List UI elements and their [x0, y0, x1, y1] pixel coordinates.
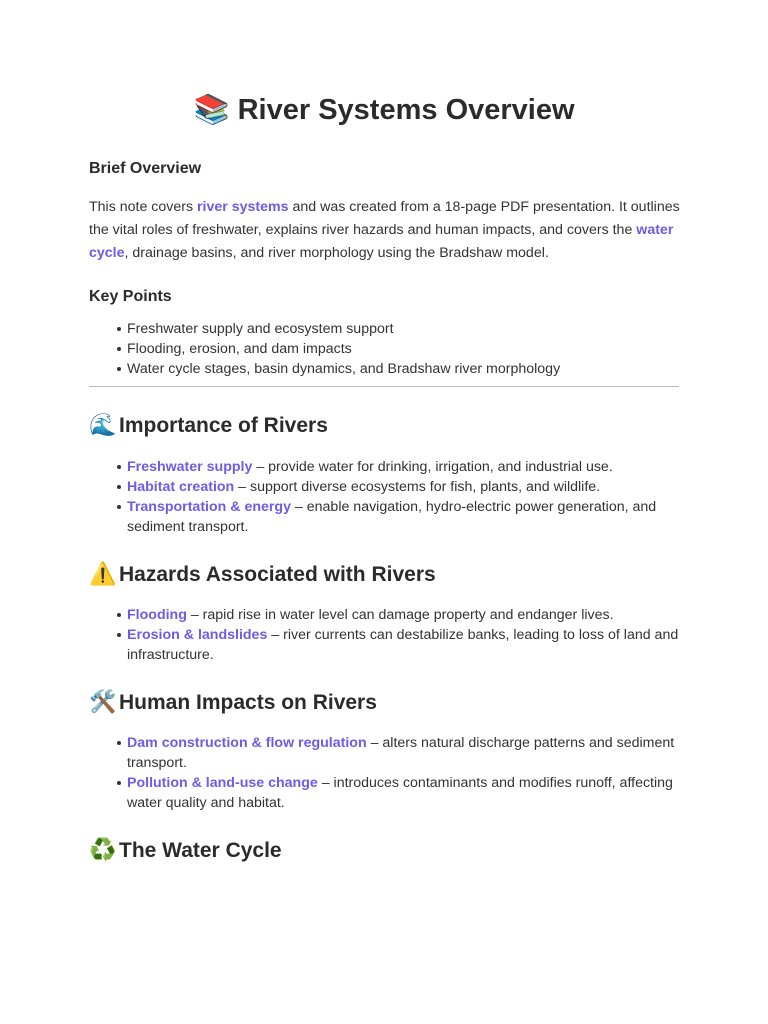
freshwater-supply-link[interactable]: Freshwater supply [127, 459, 253, 475]
key-points-heading: Key Points [89, 288, 172, 305]
list-item [127, 457, 687, 477]
tools-icon: 🛠️ [89, 690, 117, 715]
section-heading-text: Importance of Rivers [119, 414, 328, 437]
section-divider [89, 386, 679, 387]
list-item-text: – introduces contaminants and modifies runoff, affecting water quality and habitat. [127, 775, 673, 811]
section-heading-text: Hazards Associated with Rivers [119, 563, 436, 586]
list-item-text: – river currents can destabilize banks, leading to loss of land and infrastructure. [127, 627, 679, 663]
warning-icon: ⚠️ [89, 562, 117, 587]
flooding-link[interactable]: Flooding [127, 607, 187, 623]
books-icon: 📚 [193, 92, 230, 126]
list-item [127, 773, 687, 813]
water-cycle-link[interactable]: water cycle [89, 222, 674, 261]
list-item [127, 625, 687, 665]
human-impacts-list [89, 733, 687, 813]
list-item [127, 733, 687, 773]
recycle-icon: ♻️ [89, 838, 117, 863]
list-item [127, 477, 687, 497]
list-item: Freshwater supply and ecosystem support [127, 319, 687, 339]
list-item-text: – support diverse ecosystems for fish, plants, and wildlife. [234, 479, 601, 495]
water-cycle-heading [89, 838, 282, 863]
list-item-text: – alters natural discharge patterns and sediment transport. [127, 735, 675, 771]
list-item [127, 605, 687, 625]
importance-list [89, 457, 687, 537]
page-title-text: River Systems Overview [237, 94, 575, 126]
brief-overview-paragraph [89, 196, 684, 265]
overview-text: This note covers [89, 199, 198, 215]
list-item-text: – enable navigation, hydro-electric power generation, and sediment transport. [127, 499, 657, 535]
key-points-list [89, 319, 687, 379]
hazards-list [89, 605, 687, 665]
overview-text: , drainage basins, and river morphology using the Bradshaw model. [124, 245, 549, 261]
transportation-energy-link[interactable]: Transportation & energy [127, 499, 291, 515]
erosion-landslides-link[interactable]: Erosion & landslides [127, 627, 268, 643]
habitat-creation-link[interactable]: Habitat creation [127, 479, 235, 495]
river-systems-link[interactable]: river systems [197, 199, 289, 215]
list-item [127, 497, 687, 537]
hazards-heading [89, 562, 436, 587]
section-heading-text: Human Impacts on Rivers [119, 691, 377, 714]
list-item-text: – provide water for drinking, irrigation, and industrial use. [252, 459, 613, 475]
list-item-text: – rapid rise in water level can damage property and endanger lives. [186, 607, 614, 623]
page-title [89, 92, 679, 127]
dam-construction-link[interactable]: Dam construction & flow regulation [127, 735, 367, 751]
brief-overview-heading: Brief Overview [89, 160, 202, 177]
list-item: Flooding, erosion, and dam impacts [127, 339, 687, 359]
importance-heading [89, 413, 328, 438]
wave-icon: 🌊 [89, 413, 117, 438]
section-heading-text: The Water Cycle [119, 839, 282, 862]
list-item: Water cycle stages, basin dynamics, and Bradshaw river morphology [127, 359, 687, 379]
human-impacts-heading [89, 690, 377, 715]
overview-text: and was created from a 18-page PDF presentation. It outlines the vital roles of freshwater, explains river hazards and human impacts, and covers the [89, 199, 680, 238]
pollution-land-use-link[interactable]: Pollution & land-use change [127, 775, 318, 791]
